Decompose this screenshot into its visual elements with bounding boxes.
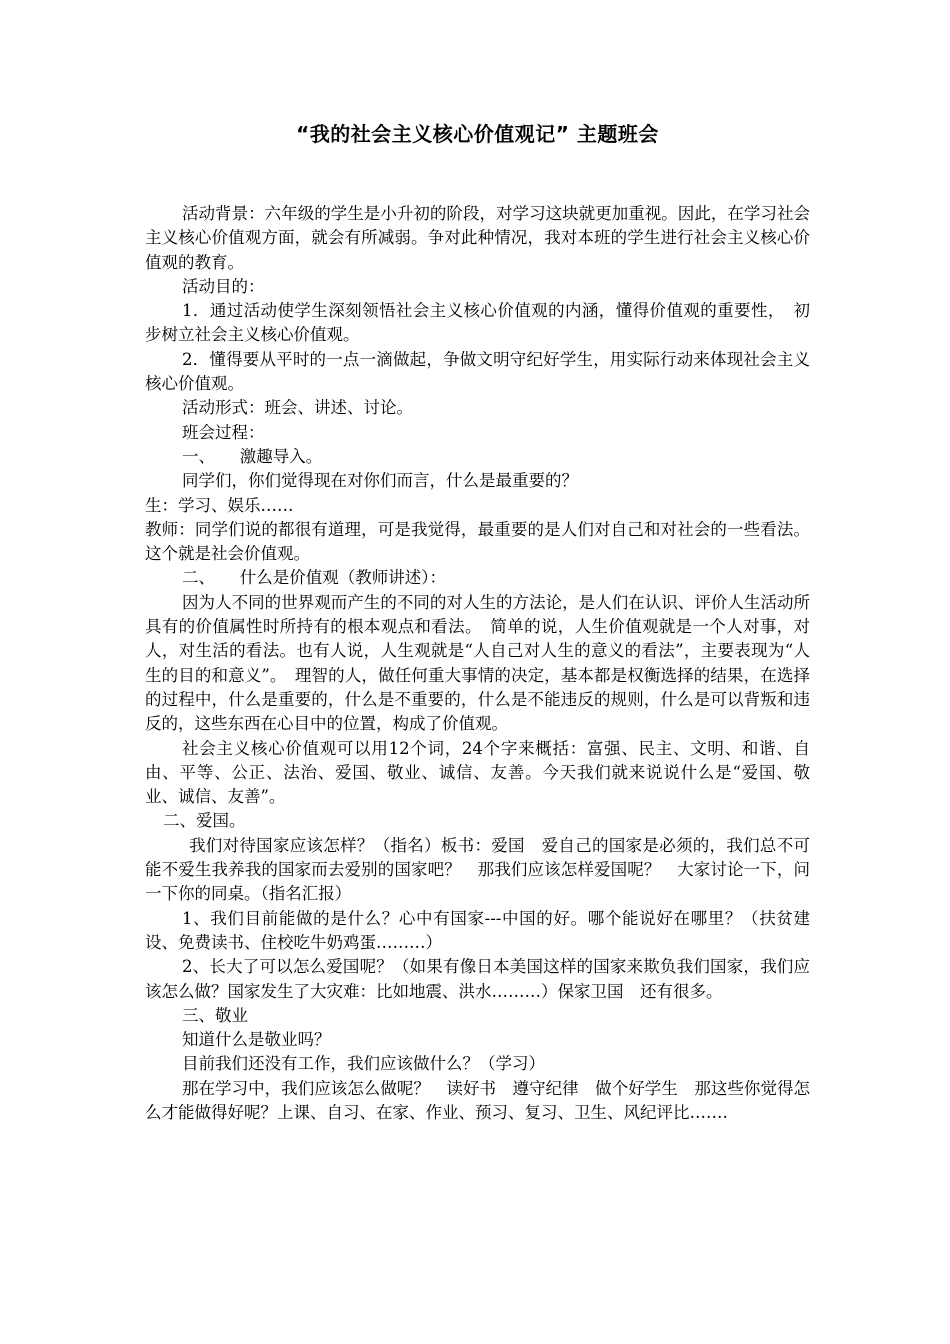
- document-body: [145, 202, 810, 1125]
- paragraph: 2、长大了可以怎么爱国呢？（如果有像日本美国这样的国家来欺负我们国家，我们应该怎么做？国家发生了大灾难：比如地震、洪水………）保家卫国 还有很多。: [145, 957, 810, 1001]
- paragraph: 社会主义核心价值观可以用12个词，24个字来概括：富强、民主、文明、和谐、自由、平等、公正、法治、爱国、敬业、诚信、友善。今天我们就来说说什么是“爱国、敬业、诚信、友善”。: [145, 738, 810, 807]
- document-page: [145, 120, 810, 1125]
- paragraph: 一、 激趣导入。: [182, 446, 323, 466]
- paragraph: 三、敬业: [182, 1005, 248, 1025]
- paragraph: 同学们，你们觉得现在对你们而言，什么是最重要的？: [182, 471, 578, 491]
- paragraph: 1、我们目前能做的是什么？心中有国家---中国的好。哪个能说好在哪里？（扶贫建设、免费读书、住校吃牛奶鸡蛋………）: [145, 908, 810, 952]
- paragraph: 1．通过活动使学生深刻领悟社会主义核心价值观的内涵，懂得价值观的重要性， 初步树立社会主义核心价值观。: [145, 301, 810, 345]
- document-title: “我的社会主义核心价值观记” 主题班会: [296, 122, 659, 146]
- paragraph: 知道什么是敬业吗？: [182, 1030, 331, 1050]
- paragraph: 那在学习中，我们应该怎么做呢？ 读好书 遵守纪律 做个好学生 那这些你觉得怎么才能做得好呢？上课、自习、在家、作业、预习、复习、卫生、风纪评比…….: [145, 1078, 810, 1122]
- paragraph: 活动形式：班会、讲述、讨论。: [182, 398, 413, 418]
- paragraph: 二、爱国。: [163, 811, 246, 831]
- paragraph: 活动目的：: [182, 276, 265, 296]
- paragraph: 二、 什么是价值观（教师讲述）：: [182, 568, 446, 588]
- paragraph: 目前我们还没有工作，我们应该做什么？（学习）: [182, 1054, 545, 1074]
- paragraph: 班会过程：: [182, 422, 265, 442]
- paragraph: 2．懂得要从平时的一点一滴做起，争做文明守纪好学生，用实际行动来体现社会主义核心价值观。: [145, 349, 810, 394]
- paragraph: 教师：同学们说的都很有道理，可是我觉得，最重要的是人们对自己和对社会的一些看法。这个就是社会价值观。: [145, 519, 810, 564]
- paragraph: 因为人不同的世界观而产生的不同的对人生的方法论，是人们在认识、评价人生活动所具有的价值属性时所持有的根本观点和看法。 简单的说，人生价值观就是一个人对事，对人，对生活的看法。也有人说，人生观就是“人自己对人生的意义的看法”，主要表现为“人生的目的和意义”。 理智的人，做任何重大事情的决定，基本都是权衡选择的结果，在选择的过程中，什么是重要的，什么是不重要的，什么是不能违反的规则，什么是可以背叛和违反的，这些东西在心目中的位置，构成了价值观。: [145, 592, 810, 734]
- paragraph: 我们对待国家应该怎样？（指名）板书：爱国 爱自己的国家是必须的，我们总不可能不爱生我养我的国家而去爱别的国家吧？ 那我们应该怎样爱国呢？ 大家讨论一下，问一下你的同桌。（指名汇报）: [145, 835, 810, 904]
- paragraph: 活动背景：六年级的学生是小升初的阶段，对学习这块就更加重视。因此，在学习社会主义核心价值观方面，就会有所减弱。争对此种情况，我对本班的学生进行社会主义核心价值观的教育。: [145, 204, 810, 272]
- paragraph: 生：学习、娱乐……: [145, 495, 294, 515]
